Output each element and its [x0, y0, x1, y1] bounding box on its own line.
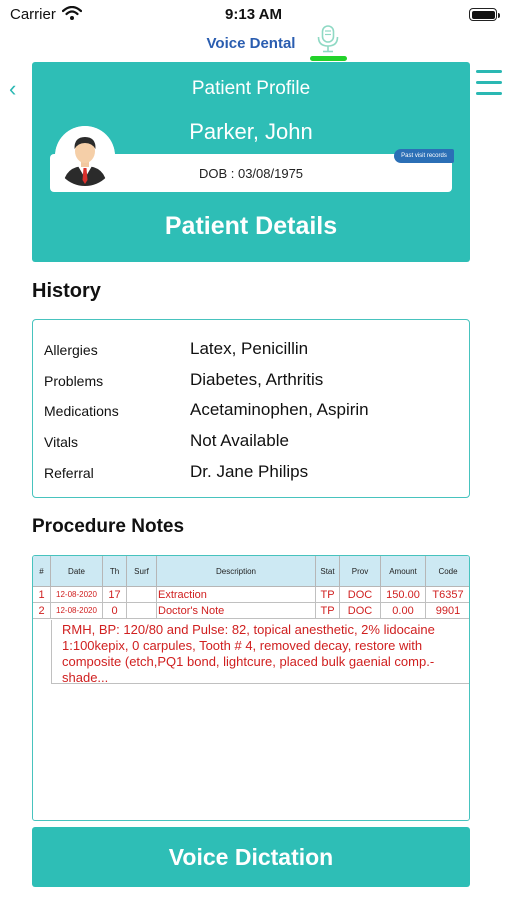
history-label: Referral — [44, 465, 94, 481]
hamburger-menu-icon[interactable] — [476, 70, 502, 103]
history-value: Latex, Penicillin — [190, 339, 309, 358]
history-value: Not Available — [190, 431, 289, 450]
row-description: Doctor's Note — [157, 603, 316, 619]
column-header: Code — [426, 556, 471, 587]
history-value: Dr. Jane Philips — [190, 462, 309, 481]
row-description: Extraction — [157, 587, 316, 603]
carrier-label: Carrier — [10, 6, 56, 23]
history-row-problems — [44, 369, 464, 393]
microphone-icon[interactable] — [315, 25, 341, 58]
history-value: Acetaminophen, Aspirin — [190, 400, 369, 419]
row-tooth: 17 — [103, 587, 127, 603]
row-code: 9901 — [426, 603, 471, 619]
row-number: 1 — [33, 587, 51, 603]
row-code: T6357 — [426, 587, 471, 603]
row-date: 12-08-2020 — [51, 603, 103, 619]
voice-dictation-button[interactable]: Voice Dictation — [32, 827, 470, 887]
procedure-table-header — [33, 556, 471, 587]
history-label: Allergies — [44, 342, 98, 358]
battery-icon — [469, 8, 497, 21]
procedure-note-text: RMH, BP: 120/80 and Pulse: 82, topical anesthetic, 2% lidocaine 1:100kepix, 0 carpules, Tooth # 4, removed decay, restore with composite (etch,PQ1 bond, lightcure, placed bulk gaenial comp.-shade... — [51, 620, 470, 684]
row-surface — [127, 587, 157, 603]
row-number: 2 — [33, 603, 51, 619]
row-provider: DOC — [340, 587, 381, 603]
history-heading: History — [32, 280, 101, 302]
row-provider: DOC — [340, 603, 381, 619]
back-chevron-icon[interactable]: ‹ — [9, 76, 17, 101]
patient-profile-card — [32, 62, 470, 262]
app-title: Voice Dental — [206, 35, 296, 52]
procedure-table — [32, 555, 470, 619]
history-row-medications — [44, 399, 464, 423]
dob-text: DOB : 03/08/1975 — [198, 166, 304, 181]
column-header: Stat — [316, 556, 340, 587]
history-label: Medications — [44, 403, 119, 419]
row-amount: 0.00 — [381, 603, 426, 619]
row-date: 12-08-2020 — [51, 587, 103, 603]
row-surface — [127, 603, 157, 619]
history-row-vitals — [44, 430, 464, 454]
history-label: Vitals — [44, 434, 78, 450]
procedure-notes-panel[interactable] — [32, 555, 470, 821]
table-row[interactable] — [33, 587, 471, 603]
column-header: Description — [157, 556, 316, 587]
history-row-allergies — [44, 338, 464, 362]
row-status: TP — [316, 587, 340, 603]
row-tooth: 0 — [103, 603, 127, 619]
row-status: TP — [316, 603, 340, 619]
status-bar — [0, 0, 507, 30]
clock: 9:13 AM — [225, 6, 282, 23]
column-header: Date — [51, 556, 103, 587]
column-header: Th — [103, 556, 127, 587]
table-row[interactable] — [33, 603, 471, 619]
patient-details-title[interactable]: Patient Details — [164, 212, 338, 240]
history-value: Diabetes, Arthritis — [190, 370, 324, 389]
profile-title: Patient Profile — [191, 78, 311, 99]
column-header: Amount — [381, 556, 426, 587]
column-header: Surf — [127, 556, 157, 587]
column-header: Prov — [340, 556, 381, 587]
history-label: Problems — [44, 373, 104, 389]
avatar-icon — [55, 126, 115, 186]
history-row-referral — [44, 461, 464, 485]
mic-active-indicator — [310, 56, 347, 61]
column-header: # — [33, 556, 51, 587]
past-visit-records-button[interactable]: Past visit records — [394, 149, 454, 163]
row-amount: 150.00 — [381, 587, 426, 603]
patient-name: Parker, John — [189, 119, 313, 144]
procedure-notes-heading: Procedure Notes — [32, 516, 185, 537]
history-panel — [32, 319, 470, 498]
